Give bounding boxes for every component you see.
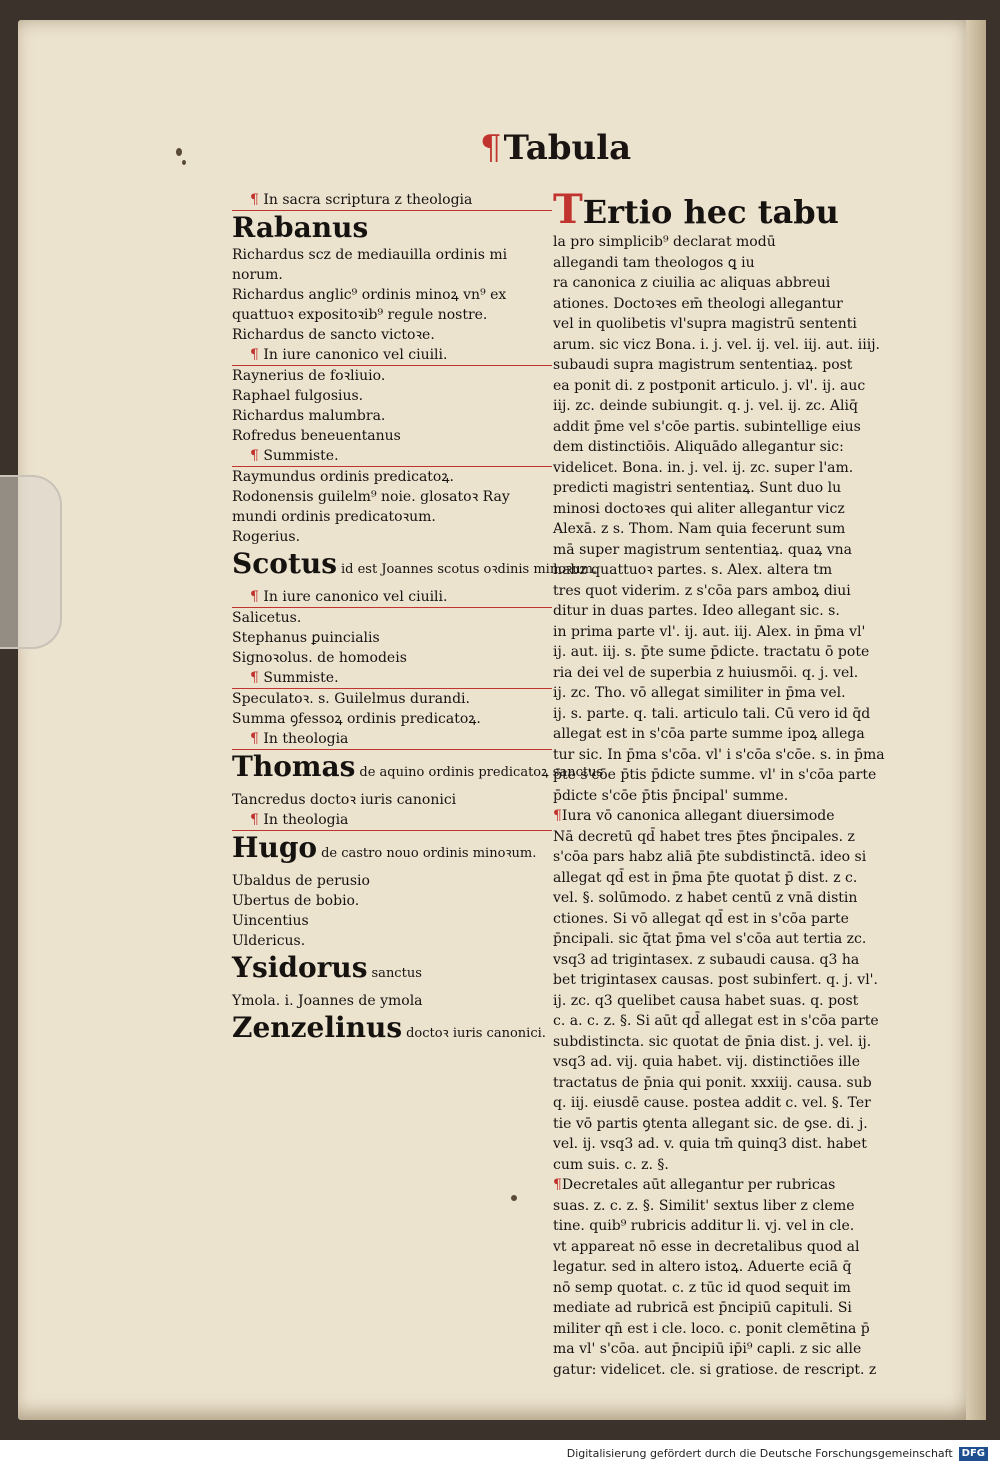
heading-text: Summiste. bbox=[263, 448, 339, 464]
author-name: Thomas bbox=[232, 750, 356, 783]
text-line: Richardus scz de mediauilla ordinis mi bbox=[232, 247, 508, 263]
section-heading bbox=[232, 446, 552, 467]
author-name: Scotus bbox=[232, 547, 337, 580]
text-line: ria dei vel de superbia z huiusmōi. q. j. vel. bbox=[553, 664, 859, 681]
text-line: suas. z. c. z. §. Similit' sextus liber z cleme bbox=[553, 1197, 855, 1214]
page-edge bbox=[966, 20, 986, 1420]
heading-text: In theologia bbox=[263, 812, 349, 828]
text-line: Uldericus. bbox=[232, 933, 306, 949]
text-line: arum. sic vicz Bona. i. j. vel. ij. vel. iij. aut. iiij. bbox=[553, 336, 881, 353]
text-line: vt appareat nō esse in decretalibus quod al bbox=[553, 1238, 860, 1255]
author-entry-large bbox=[232, 951, 552, 991]
text-line: ma vl' s'cōa. aut p̄ncipiū ip̄i⁹ capli. z sic alle bbox=[553, 1341, 862, 1357]
text-line: Summa ꝯfessoꝝ ordinis predicatoꝝ. bbox=[232, 711, 481, 727]
author-name: Ysidorus bbox=[232, 951, 368, 984]
text-line: Signoꝛolus. de homodeis bbox=[232, 650, 407, 666]
text-line: nō semp quotat. c. z tūc id quod sequit im bbox=[553, 1279, 851, 1296]
author-note: sanctus bbox=[371, 966, 422, 981]
author-name: Rabanus bbox=[232, 211, 369, 244]
text-line: Stephanus ꝑuincialis bbox=[232, 630, 380, 646]
pilcrow-icon: ¶ bbox=[250, 812, 264, 828]
wormhole-mark bbox=[176, 148, 182, 156]
text-line: Rodonensis guilelm⁹ noie. glosatoꝛ Ray bbox=[232, 489, 510, 505]
section-heading bbox=[232, 190, 552, 211]
text-line: Richardus anglic⁹ ordinis minoꝝ vn⁹ ex bbox=[232, 287, 507, 303]
text-line: ij. zc. Tho. vō allegat similiter in p̄ma vel. bbox=[553, 685, 846, 701]
text-line: p̄dicte s'cōe p̄tis p̄ncipal' summe. bbox=[553, 787, 789, 804]
text-line: cum suis. c. z. §. bbox=[553, 1156, 669, 1173]
text-line: Alexā. z s. Thom. Nam quia fecerunt sum bbox=[553, 521, 846, 537]
text-line: gatur: videlicet. cle. si gratiose. de rescript. z bbox=[553, 1361, 877, 1378]
text-line: videlicet. Bona. in. j. vel. ij. zc. super l'am. bbox=[553, 459, 854, 476]
section-heading bbox=[232, 587, 552, 608]
author-entry-large bbox=[232, 750, 604, 790]
section-heading bbox=[232, 729, 552, 750]
text-line: mā super magistrum sententiaꝝ. quaꝝ vna bbox=[553, 541, 852, 558]
text-line: ij. zc. q3 quelibet causa habet suas. q. post bbox=[553, 992, 859, 1009]
text-line: Uincentius bbox=[232, 913, 309, 929]
text-line: c. a. c. z. §. Si aūt qd̄ allegat est in s'cōa parte bbox=[553, 1013, 879, 1029]
text-line: Richardus de sancto victoꝛe. bbox=[232, 327, 435, 343]
section-heading bbox=[232, 345, 552, 366]
text-line: vsq3 ad trigintasex. z subaudi causa. q3 ha bbox=[553, 951, 860, 968]
text-line: ctiones. Si vō allegat qd̄ est in s'cōa parte bbox=[553, 910, 849, 927]
red-initial-t-icon: T bbox=[553, 186, 583, 233]
digitization-footer bbox=[0, 1440, 1000, 1467]
text-line: Ubaldus de perusio bbox=[232, 873, 370, 889]
heading-text: In iure canonico vel ciuili. bbox=[263, 347, 448, 363]
text-line: allegandi tam theologos ꝗ iu bbox=[553, 254, 755, 271]
text-line: Rofredus beneuentanus bbox=[232, 428, 401, 444]
wormhole-mark bbox=[182, 160, 186, 165]
text-line: norum. bbox=[232, 267, 283, 283]
text-line: iij. zc. deinde subiungit. q. j. vel. ij. zc. Aliq̄ bbox=[553, 398, 858, 414]
text-line: Rogerius. bbox=[232, 529, 301, 545]
text-line: tine. quib⁹ rubricis additur li. vj. vel in cle. bbox=[553, 1218, 855, 1234]
text-line: subdistincta. sic quotat de p̄nia dist. j. vel. ij. bbox=[553, 1033, 872, 1050]
text-line: dem distinctiōis. Aliquādo allegantur sic: bbox=[553, 439, 844, 455]
author-name: Hugo bbox=[232, 831, 318, 864]
text-line: Ymola. i. Joannes de ymola bbox=[232, 993, 423, 1009]
pilcrow-icon: ¶ bbox=[553, 808, 562, 824]
text-line: p̄te s'cōe p̄tis p̄dicte summe. vl' in s'cōa parte bbox=[553, 767, 877, 783]
heading-text: In sacra scriptura z theologia bbox=[263, 192, 473, 208]
pilcrow-icon: ¶ bbox=[480, 128, 502, 168]
pilcrow-icon: ¶ bbox=[553, 1177, 562, 1193]
text-line: p̄ncipali. sic q̄tat p̄ma vel s'cōa aut tertia zc. bbox=[553, 931, 867, 947]
text-line: Raphael fulgosius. bbox=[232, 388, 364, 404]
text-line: vel. §. solūmodo. z habet centū z vnā distin bbox=[553, 890, 858, 906]
text-line: tres quot viderim. z s'cōa pars amboꝝ diui bbox=[553, 582, 851, 599]
text-line: addit p̄me vel s'cōe partis. subintellige eius bbox=[553, 418, 861, 435]
paragraph-text: Decretales aūt allegantur per rubricas bbox=[561, 1177, 836, 1193]
page-title: ¶Tabula bbox=[480, 128, 632, 168]
text-line: tie vō partis ꝯtenta allegant sic. de ꝯse. di. j. bbox=[553, 1115, 868, 1132]
plastic-clip bbox=[0, 475, 62, 649]
text-line: ij. aut. iij. s. p̄te sume p̄dicte. tractatu ō pote bbox=[553, 644, 870, 660]
text-line: Speculatoꝛ. s. Guilelmus durandi. bbox=[232, 691, 470, 707]
text-line: allegat est in s'cōa parte summe ipoꝝ allega bbox=[553, 726, 865, 742]
author-entry-large bbox=[232, 547, 598, 587]
text-line: mediate ad rubricā est p̄ncipiū capituli. Si bbox=[553, 1300, 852, 1316]
text-line: ditur in duas partes. Ideo allegant sic. s. bbox=[553, 603, 840, 619]
text-line: s'cōa pars habz aliā p̄te subdistinctā. ideo si bbox=[553, 849, 867, 865]
text-line: ij. s. parte. q. tali. articulo tali. Cū vero id q̄d bbox=[553, 705, 871, 722]
section-heading bbox=[232, 668, 552, 689]
text-line: minosi doctoꝛes qui aliter allegantur vicz bbox=[553, 500, 845, 517]
author-note: doctoꝛ iuris canonici. bbox=[406, 1026, 546, 1041]
footer-credit: Digitalisierung gefördert durch die Deutsche Forschungsgemeinschaft bbox=[566, 1447, 953, 1460]
heading-text: In theologia bbox=[263, 731, 349, 747]
text-line: Richardus malumbra. bbox=[232, 408, 386, 424]
author-entry-large bbox=[232, 831, 552, 871]
text-line: bet trigintasex causas. post subinfert. q. j. vl'. bbox=[553, 972, 878, 988]
text-line: Salicetus. bbox=[232, 610, 302, 626]
text-line: tur sic. In p̄ma s'cōa. vl' i s'cōa s'cōe. s. in p̄ma bbox=[553, 746, 885, 763]
dfg-logo: DFG bbox=[959, 1447, 988, 1461]
text-line: Ubertus de bobio. bbox=[232, 893, 360, 909]
text-line: vsq3 ad. vij. quia habet. vij. distinctiōes ille bbox=[553, 1054, 861, 1070]
author-entry-large bbox=[232, 211, 552, 245]
pilcrow-icon: ¶ bbox=[250, 589, 264, 605]
author-entry-large bbox=[232, 1011, 552, 1051]
text-line: Nā decretū qd̄ habet tres p̄tes p̄ncipales. z bbox=[553, 828, 855, 845]
text-line: ea ponit di. z postponit articulo. j. vl'. ij. auc bbox=[553, 377, 866, 394]
text-line: Raynerius de foꝛliuio. bbox=[232, 368, 386, 384]
paragraph-start bbox=[553, 806, 853, 827]
text-line: q. iij. eiusdē cause. postea addit c. vel. §. Ter bbox=[553, 1095, 871, 1111]
text-line: militer qn̄ est i cle. loco. c. ponit clemētina p̄ bbox=[553, 1320, 870, 1337]
text-line: Raymundus ordinis predicatoꝝ. bbox=[232, 469, 454, 485]
text-line: mundi ordinis predicatoꝛum. bbox=[232, 509, 436, 525]
pilcrow-icon: ¶ bbox=[250, 670, 264, 686]
pilcrow-icon: ¶ bbox=[250, 448, 264, 464]
author-note: de castro nouo ordinis minoꝛum. bbox=[321, 846, 537, 861]
author-name: Zenzelinus bbox=[232, 1011, 403, 1044]
author-note: id est Joannes scotus oꝛdinis minoꝛum. bbox=[341, 562, 598, 577]
section-heading bbox=[232, 810, 552, 831]
left-column-index bbox=[232, 190, 604, 1051]
heading-text: In iure canonico vel ciuili. bbox=[263, 589, 448, 605]
text-line: legatur. sed in altero istoꝝ. Aduerte eciā q̄ bbox=[553, 1259, 852, 1275]
text-line: vel in quolibetis vl'supra magistrū sententi bbox=[553, 316, 857, 332]
pilcrow-icon: ¶ bbox=[250, 192, 264, 208]
paragraph-start bbox=[553, 1175, 853, 1196]
right-column-text bbox=[553, 186, 885, 1380]
text-line: ationes. Doctoꝛes em̄ theologi allegantur bbox=[553, 295, 843, 312]
text-line: quattuoꝛ expositoꝛib⁹ regule nostre. bbox=[232, 307, 488, 323]
pilcrow-icon: ¶ bbox=[250, 731, 264, 747]
wormhole-mark bbox=[511, 1195, 517, 1201]
decorated-initial-line bbox=[553, 186, 853, 233]
text-line: ra canonica z ciuilia ac aliquas abbreui bbox=[553, 275, 831, 291]
text-line: subaudi supra magistrum sententiaꝝ. post bbox=[553, 357, 853, 373]
paragraph-text: Iura vō canonica allegant diuersimode bbox=[561, 808, 835, 824]
initial-line-text: Ertio hec tabu bbox=[582, 193, 839, 231]
text-line: in prima parte vl'. ij. aut. iij. Alex. in p̄ma vl' bbox=[553, 623, 866, 640]
text-line: Tancredus doctoꝛ iuris canonici bbox=[232, 792, 457, 808]
heading-text: Summiste. bbox=[263, 670, 339, 686]
text-line: la pro simplicib⁹ declarat modū bbox=[553, 234, 776, 250]
text-line: tractatus de p̄nia qui ponit. xxxiij. causa. sub bbox=[553, 1074, 872, 1091]
text-line: predicti magistri sententiaꝝ. Sunt duo lu bbox=[553, 480, 842, 496]
pilcrow-icon: ¶ bbox=[250, 347, 264, 363]
author-note: de aquino ordinis predicatoꝝ sanctus bbox=[359, 765, 604, 780]
text-line: allegat qd̄ est in p̄ma p̄te quotat p̄ dist. z c. bbox=[553, 869, 858, 886]
text-line: habz quattuoꝛ partes. s. Alex. altera tm bbox=[553, 562, 833, 578]
text-line: vel. ij. vsq3 ad. v. quia tm̄ quinq3 dist. habet bbox=[553, 1136, 867, 1152]
